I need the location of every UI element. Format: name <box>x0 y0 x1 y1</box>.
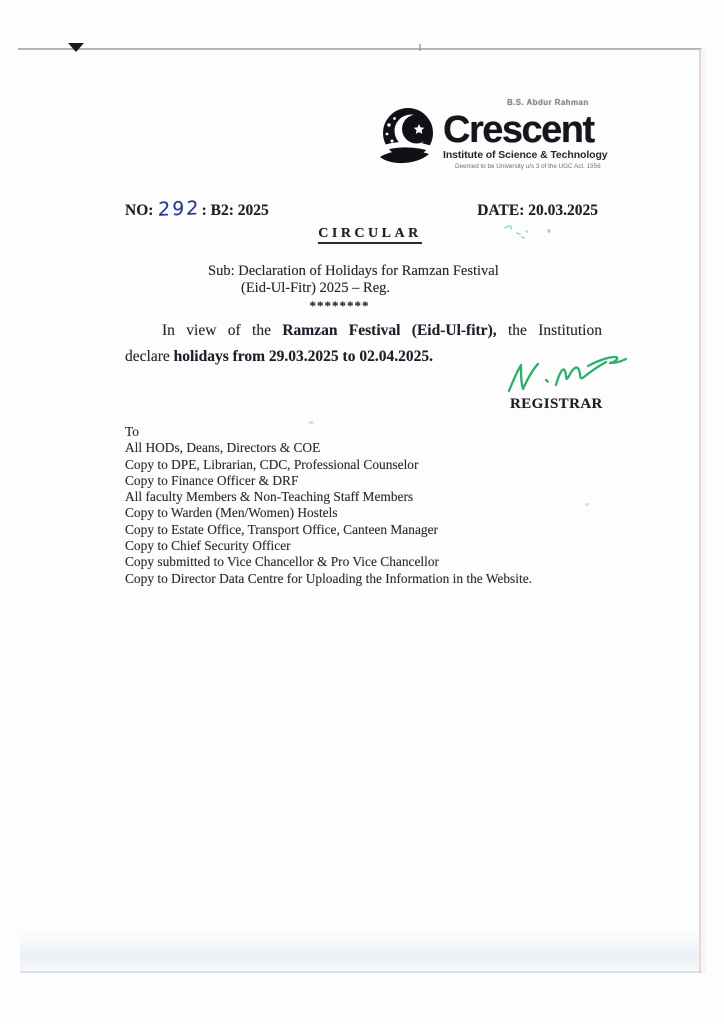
logo-block <box>375 105 608 173</box>
brand-name: Crescent <box>443 109 594 151</box>
distribution-line: All faculty Members & Non-Teaching Staff Members <box>125 489 414 505</box>
distribution-line: Copy to Chief Security Officer <box>125 538 291 554</box>
scan-artifact-mark <box>68 43 84 52</box>
subject-line1: Sub: Declaration of Holidays for Ramzan Festival <box>208 263 499 279</box>
meta-row <box>125 198 598 220</box>
subject-block <box>208 263 499 314</box>
subject-separator: ******** <box>309 298 370 313</box>
distribution-list <box>125 424 532 587</box>
body-line1: In view of the Ramzan Festival (Eid-Ul-fitr), the Institution <box>162 322 602 339</box>
scan-artifact-tick <box>419 44 421 51</box>
brand-text <box>443 105 608 170</box>
distribution-line: Copy submitted to Vice Chancellor & Pro Vice Chancellor <box>125 554 440 570</box>
brand-subtitle: Institute of Science & Technology <box>443 149 608 161</box>
scan-speck <box>585 503 589 506</box>
handwritten-number: 292 <box>157 197 201 221</box>
distribution-line: Copy to Finance Officer & DRF <box>125 472 299 488</box>
trust-name: B.S. Abdur Rahman <box>507 98 589 107</box>
registrar-signature-ink <box>498 351 630 397</box>
no-label: NO: <box>125 202 154 219</box>
circular-number <box>125 198 269 220</box>
green-ink-smudge <box>502 220 564 242</box>
subject-line2: (Eid-Ul-Fitr) 2025 – Reg. <box>241 280 391 296</box>
circular-heading: CIRCULAR <box>125 226 615 242</box>
distribution-line: To <box>125 424 139 439</box>
distribution-line: Copy to Director Data Centre for Uploading the Information in the Website. <box>125 570 532 586</box>
distribution-line: Copy to Warden (Men/Women) Hostels <box>125 505 338 521</box>
circular-date: DATE: 20.03.2025 <box>477 202 598 219</box>
paper-bottom-shadow <box>20 930 700 972</box>
distribution-line: Copy to Estate Office, Transport Office, Canteen Manager <box>125 521 438 537</box>
paper-top-edge <box>18 48 702 50</box>
paper-right-edge-halo <box>701 49 706 973</box>
crescent-moon-stars-logo-icon <box>375 105 441 173</box>
distribution-line: Copy to DPE, Librarian, CDC, Professional Counselor <box>125 456 419 472</box>
no-suffix: : B2: 2025 <box>201 202 269 219</box>
distribution-line: All HODs, Deans, Directors & COE <box>125 440 321 456</box>
brand-tagline: Deemed to be University u/s 3 of the UGC Act, 1956 <box>455 163 601 170</box>
signatory-title: REGISTRAR <box>510 396 603 412</box>
body-line2: declare holidays from 29.03.2025 to 02.04.2025. <box>125 348 433 365</box>
